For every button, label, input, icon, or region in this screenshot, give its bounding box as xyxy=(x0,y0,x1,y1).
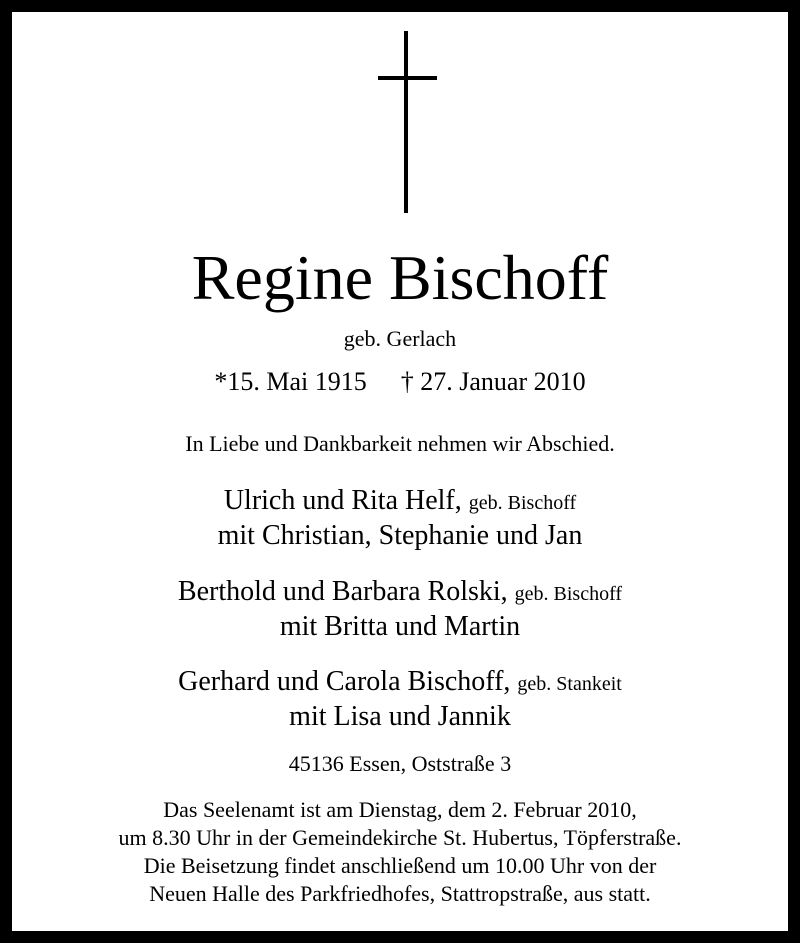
family-1-geb: geb. Bischoff xyxy=(468,492,577,514)
service-line-4: Neuen Halle des Parkfriedhofes, Stattropstraße, aus statt. xyxy=(149,881,651,906)
service-line-2: um 8.30 Uhr in der Gemeindekirche St. Hubertus, Töpferstraße. xyxy=(118,825,682,850)
family-3-children: mit Lisa und Jannik xyxy=(289,701,511,732)
family-2-geb: geb. Bischoff xyxy=(514,583,623,605)
family-1-names xyxy=(12,487,788,515)
family-3-names xyxy=(12,668,788,696)
service-line-1: Das Seelenamt ist am Dienstag, dem 2. Februar 2010, xyxy=(163,797,637,822)
family-1-children: mit Christian, Stephanie und Jan xyxy=(217,520,583,551)
deceased-name: Regine Bischoff xyxy=(191,242,609,313)
family-2-names xyxy=(12,578,788,606)
address: 45136 Essen, Oststraße 3 xyxy=(288,751,512,776)
family-3-couple: Gerhard und Carola Bischoff, xyxy=(178,666,511,697)
death-date: † 27. Januar 2010 xyxy=(400,367,586,396)
family-2-couple: Berthold und Barbara Rolski, xyxy=(177,576,508,607)
birth-date: *15. Mai 1915 xyxy=(214,367,367,396)
family-2-children: mit Britta und Martin xyxy=(279,611,521,642)
family-3-geb: geb. Stankeit xyxy=(517,673,622,695)
cross-icon xyxy=(12,12,788,931)
cross-vertical-bar xyxy=(404,31,408,213)
farewell-text: In Liebe und Dankbarkeit nehmen wir Abschied. xyxy=(185,431,615,456)
service-line-3: Die Beisetzung findet anschließend um 10.00 Uhr von der xyxy=(143,853,657,878)
life-dates xyxy=(12,369,788,395)
family-1-couple: Ulrich und Rita Helf, xyxy=(223,485,462,516)
maiden-name: geb. Gerlach xyxy=(343,326,457,351)
cross-horizontal-bar xyxy=(378,76,437,80)
